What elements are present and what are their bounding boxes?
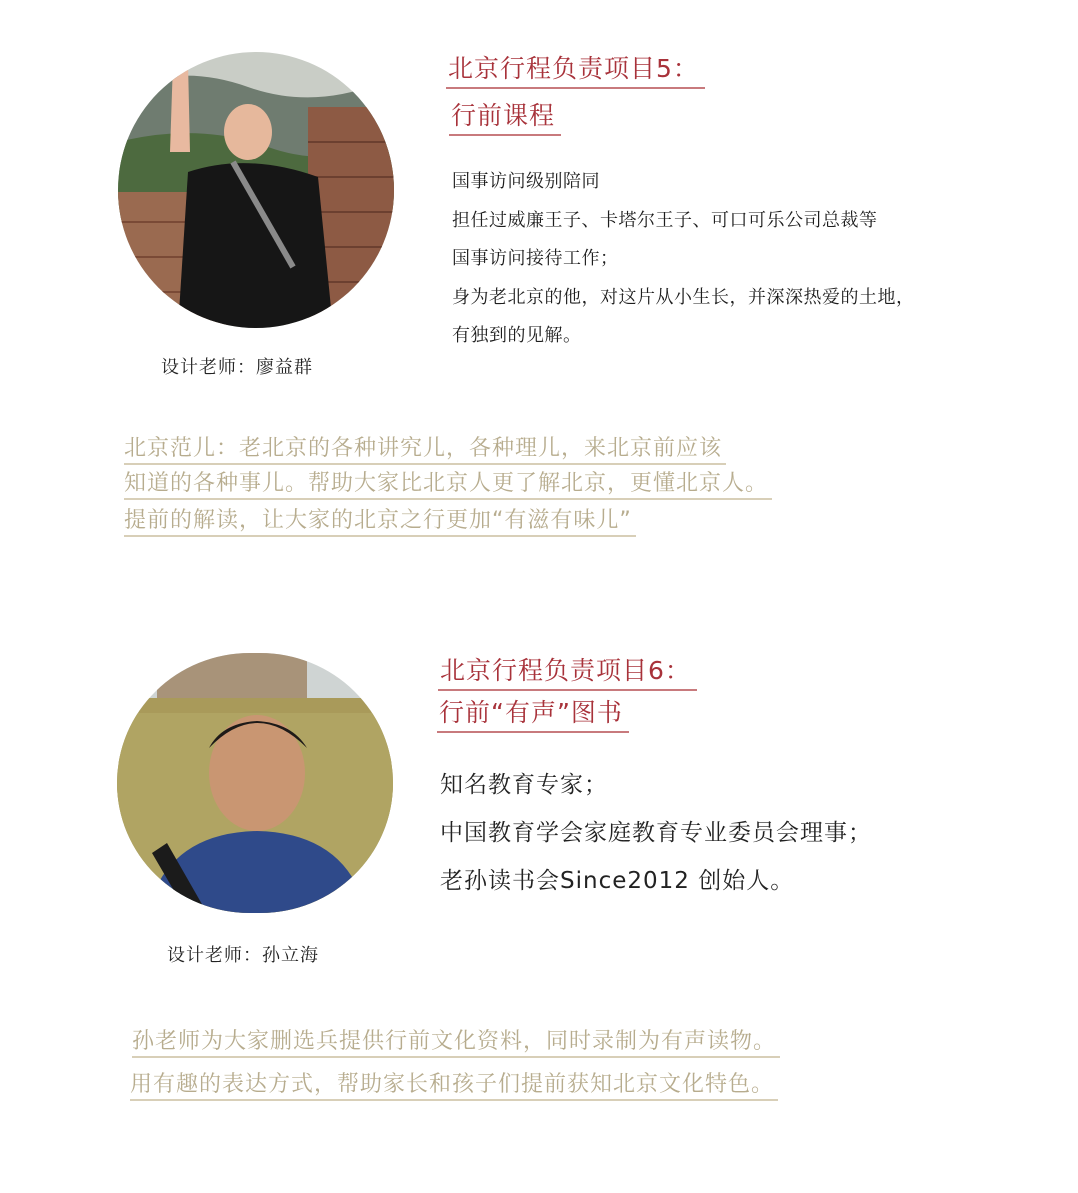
- description-line: 老孙读书会Since2012 创始人。: [440, 868, 795, 894]
- teacher-photo-liao: [118, 52, 394, 328]
- section-2-title-line-1: 北京行程负责项目6：: [438, 651, 697, 691]
- section-2-title-line-2: 行前“有声”图书: [437, 693, 629, 733]
- section-2-note-line: 孙老师为大家删选兵提供行前文化资料，同时录制为有声读物。: [132, 1024, 780, 1058]
- section-1-note-line: 知道的各种事儿。帮助大家比北京人更了解北京，更懂北京人。: [124, 466, 772, 500]
- section-2-description: [440, 761, 872, 905]
- description-line: 身为老北京的他，对这片从小生长，并深深热爱的土地，: [452, 286, 915, 308]
- section-1-title-line-1: 北京行程负责项目5：: [446, 49, 705, 89]
- section-2-caption: 设计老师：孙立海: [167, 945, 319, 966]
- description-line: 知名教育专家；: [440, 772, 608, 798]
- section-2-note-line: 用有趣的表达方式，帮助家长和孩子们提前获知北京文化特色。: [130, 1067, 778, 1101]
- description-line: 担任过威廉王子、卡塔尔王子、可口可乐公司总裁等: [452, 209, 878, 231]
- description-line: 国事访问级别陪同: [452, 171, 600, 192]
- section-1-note-line: 北京范儿：老北京的各种讲究儿，各种理儿，来北京前应该: [124, 431, 726, 465]
- teacher-photo-sun: [117, 653, 393, 913]
- section-1-note-line: 提前的解读，让大家的北京之行更加“有滋有味儿”: [124, 503, 636, 537]
- section-1-description: [452, 163, 915, 356]
- description-line: 有独到的见解。: [452, 325, 582, 346]
- description-line: 中国教育学会家庭教育专业委员会理事；: [440, 820, 872, 846]
- description-line: 国事访问接待工作；: [452, 248, 619, 269]
- section-1-caption: 设计老师：廖益群: [161, 357, 313, 378]
- section-1-title-line-2: 行前课程: [449, 96, 561, 136]
